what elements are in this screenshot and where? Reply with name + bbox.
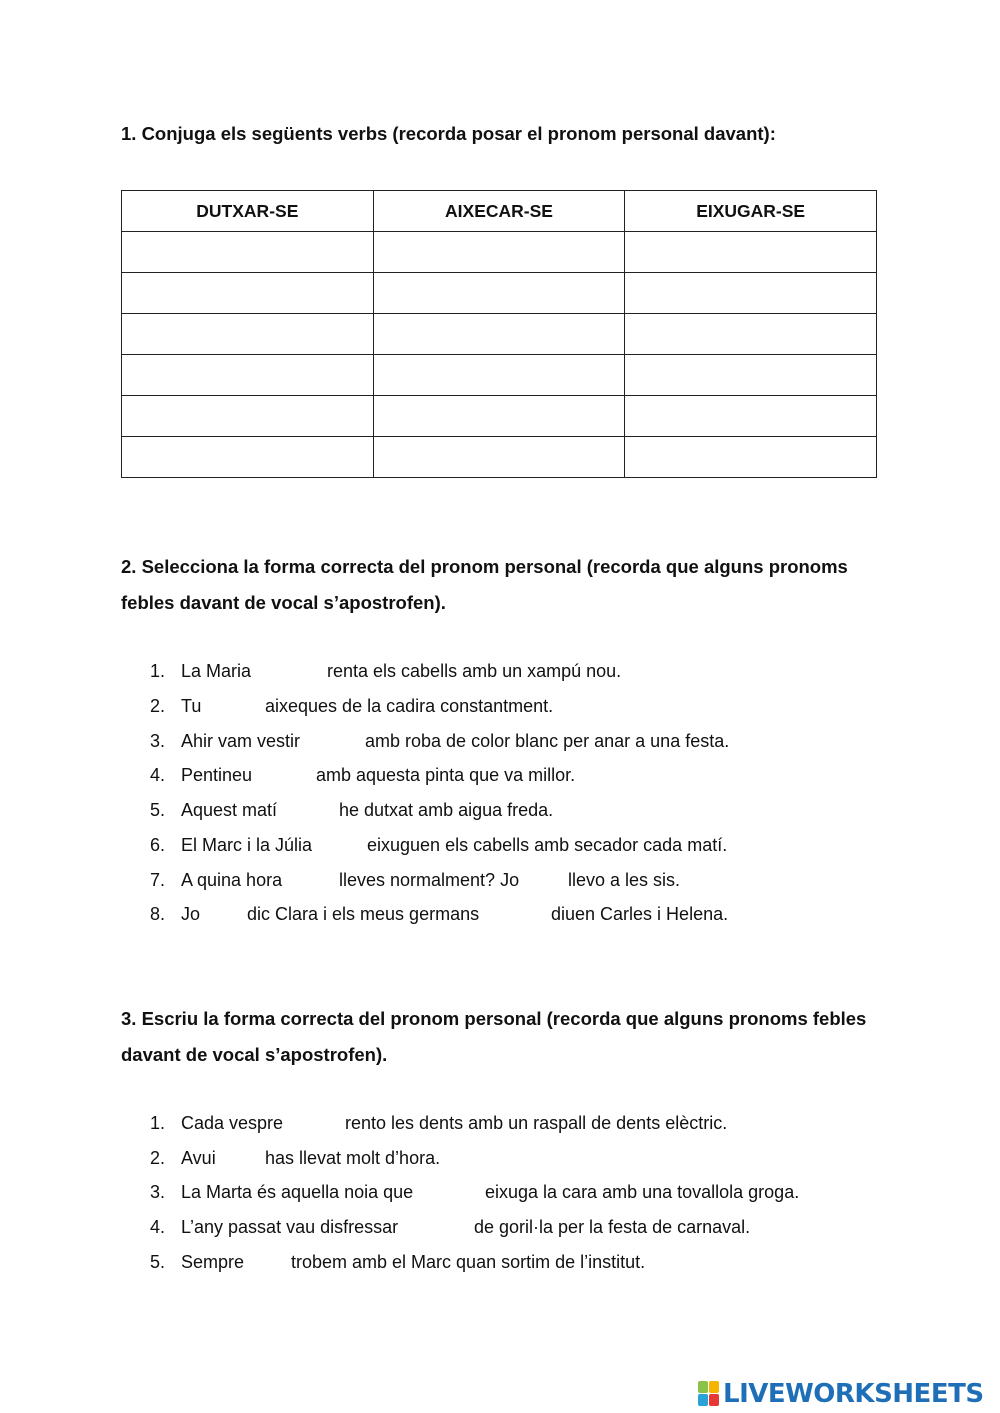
answer-cell[interactable] bbox=[373, 437, 625, 478]
answer-cell[interactable] bbox=[122, 396, 374, 437]
answer-cell[interactable] bbox=[373, 396, 625, 437]
answer-cell[interactable] bbox=[122, 273, 374, 314]
answer-cell[interactable] bbox=[373, 273, 625, 314]
liveworksheets-logo bbox=[698, 1378, 984, 1410]
table-row bbox=[122, 273, 877, 314]
answer-cell[interactable] bbox=[122, 355, 374, 396]
conjugation-table bbox=[121, 190, 877, 478]
table-header-row bbox=[122, 191, 877, 232]
table-row bbox=[122, 437, 877, 478]
exercise-1-heading: 1. Conjuga els següents verbs (recorda posar el pronom personal davant): bbox=[121, 123, 776, 144]
table-row bbox=[122, 355, 877, 396]
answer-cell[interactable] bbox=[625, 355, 877, 396]
answer-cell[interactable] bbox=[625, 232, 877, 273]
table-row bbox=[122, 396, 877, 437]
answer-cell[interactable] bbox=[122, 437, 374, 478]
column-header-dutxar: DUTXAR-SE bbox=[122, 191, 374, 232]
liveworksheets-logo-icon bbox=[698, 1381, 720, 1407]
column-header-aixecar: AIXECAR-SE bbox=[373, 191, 625, 232]
exercise-2-heading: 2. Selecciona la forma correcta del pronom personal (recorda que alguns pronoms febles davant de vocal s’apostrofen). bbox=[121, 556, 848, 613]
answer-cell[interactable] bbox=[373, 314, 625, 355]
answer-cell[interactable] bbox=[625, 314, 877, 355]
answer-cell[interactable] bbox=[122, 232, 374, 273]
answer-cell[interactable] bbox=[625, 437, 877, 478]
answer-cell[interactable] bbox=[625, 273, 877, 314]
answer-cell[interactable] bbox=[122, 314, 374, 355]
column-header-eixugar: EIXUGAR-SE bbox=[625, 191, 877, 232]
logo-text: LIVEWORKSHEETS bbox=[723, 1379, 984, 1409]
table-row bbox=[122, 314, 877, 355]
answer-cell[interactable] bbox=[625, 396, 877, 437]
answer-cell[interactable] bbox=[373, 232, 625, 273]
exercise-3-heading: 3. Escriu la forma correcta del pronom personal (recorda que alguns pronoms febles davant de vocal s’apostrofen). bbox=[121, 1008, 867, 1065]
table-row bbox=[122, 232, 877, 273]
answer-cell[interactable] bbox=[373, 355, 625, 396]
